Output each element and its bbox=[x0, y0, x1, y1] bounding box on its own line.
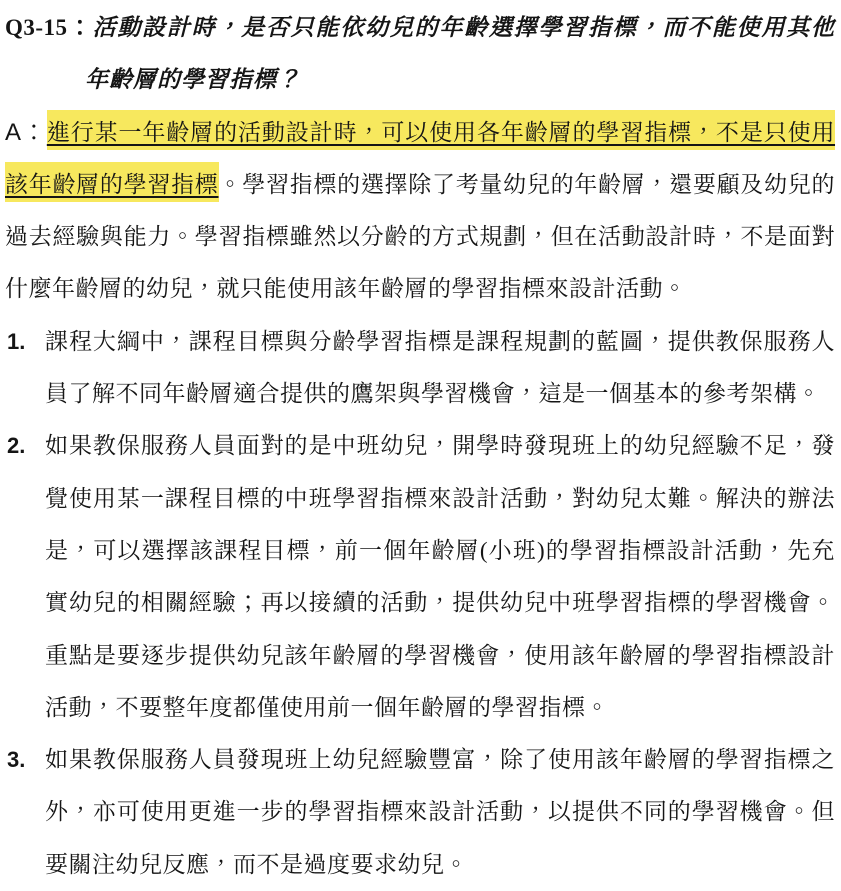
list-item-text: 課程大綱中，課程目標與分齡學習指標是課程規劃的藍圖，提供教保服務人員了解不同年齡層適合提供的鷹架與學習機會，這是一個基本的參考架構。 bbox=[45, 328, 835, 407]
question-number: Q3-15： bbox=[5, 15, 93, 40]
list-item-text: 如果教保服務人員發現班上幼兒經驗豐富，除了使用該年齡層的學習指標之外，亦可使用更進一步的學習指標來設計活動，以提供不同的學習機會。但要關注幼兒反應，而不是過度要求幼兒。 bbox=[45, 747, 835, 877]
answer-label: A： bbox=[5, 118, 47, 146]
list-item-number: 3. bbox=[7, 747, 26, 773]
highlighted-text: 進行某一年齡層的活動設計時，可以使用各年齡層的學習指標，不是只使用該年齡層的學習指標 bbox=[5, 110, 835, 202]
list-item-text: 如果教保服務人員面對的是中班幼兒，開學時發現班上的幼兒經驗不足，發覺使用某一課程目標的中班學習指標來設計活動，對幼兒太難。解決的辦法是，可以選擇該課程目標，前一個年齡層(小班)的學習指標設計活動，先充實幼兒的相關經驗；再以接續的活動，提供幼兒中班學習指標的學習機會。重點是要逐步提供幼兒該年齡層的學習機會，使用該年齡層的學習指標設計活動，不要整年度都僅使用前一個年齡層的學習指標。 bbox=[45, 433, 835, 720]
question-title bbox=[5, 2, 835, 107]
answer-paragraph bbox=[5, 107, 835, 316]
list-item-number: 1. bbox=[7, 328, 26, 354]
answer-body-text: 。學習指標的選擇除了考量幼兒的年齡層，還要顧及幼兒的過去經驗與能力。學習指標雖然以分齡的方式規劃，但在活動設計時，不是面對什麼年齡層的幼兒，就只能使用該年齡層的學習指標來設計活動。 bbox=[5, 171, 836, 302]
list-item bbox=[5, 734, 835, 891]
list-item bbox=[5, 420, 835, 734]
list-item-number: 2. bbox=[7, 433, 26, 459]
question-text: 活動設計時，是否只能依幼兒的年齡選擇學習指標，而不能使用其他年齡層的學習指標？ bbox=[85, 15, 835, 93]
list-item bbox=[5, 316, 835, 421]
